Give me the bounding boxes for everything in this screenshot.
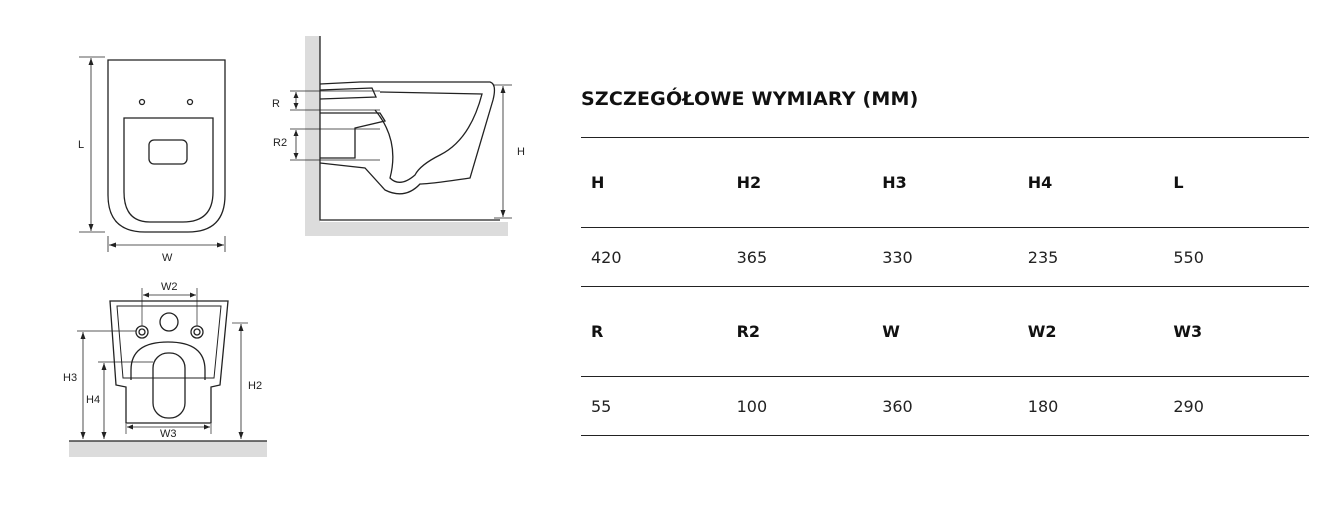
dimensions-header-row bbox=[581, 137, 1309, 227]
header-cell: W2 bbox=[1027, 322, 1057, 341]
top-view-fixing-hole-right bbox=[188, 100, 193, 105]
side-view-bowl-outer bbox=[320, 82, 494, 194]
dimensions-value-row bbox=[581, 227, 1309, 286]
top-view-seat bbox=[124, 118, 213, 222]
header-cell: R bbox=[591, 322, 604, 341]
value-cell: 55 bbox=[591, 396, 612, 416]
header-cell: H2 bbox=[736, 173, 762, 192]
side-view-wall bbox=[305, 36, 320, 236]
top-view bbox=[79, 57, 225, 252]
header-cell: R2 bbox=[736, 322, 761, 341]
header-cell: H3 bbox=[882, 173, 907, 192]
header-cell: H bbox=[591, 173, 605, 192]
value-cell: 550 bbox=[1173, 247, 1204, 267]
top-view-seat-hole bbox=[149, 140, 187, 164]
dim-label-h3: H3 bbox=[63, 372, 78, 384]
side-view bbox=[290, 36, 512, 236]
value-cell: 180 bbox=[1027, 396, 1059, 416]
back-view-inlet bbox=[160, 313, 178, 331]
header-cell: L bbox=[1173, 173, 1184, 192]
back-view-bolt-right-inner bbox=[194, 329, 200, 335]
header-cell: H4 bbox=[1027, 173, 1053, 192]
value-cell: 330 bbox=[882, 247, 913, 267]
side-view-wall-line bbox=[320, 36, 500, 220]
value-cell: 420 bbox=[591, 247, 622, 267]
value-cell: 290 bbox=[1173, 396, 1204, 416]
dim-label-r: R bbox=[272, 98, 280, 110]
top-view-fixing-hole-left bbox=[140, 100, 145, 105]
dim-label-w2: W2 bbox=[161, 281, 178, 293]
dimensions-value-row bbox=[581, 376, 1309, 436]
value-cell: 100 bbox=[736, 396, 768, 416]
back-view-bolt-left bbox=[136, 326, 148, 338]
back-view-floor bbox=[69, 441, 267, 457]
spec-title: SZCZEGÓŁOWE WYMIARY (MM) bbox=[581, 88, 919, 110]
dim-label-r2: R2 bbox=[273, 137, 288, 149]
side-view-seat bbox=[320, 88, 376, 99]
dim-label-w3: W3 bbox=[160, 428, 177, 440]
dim-label-l: L bbox=[78, 139, 85, 151]
side-view-outlet bbox=[320, 113, 385, 158]
dimensions-header-row bbox=[581, 286, 1309, 376]
value-cell: 235 bbox=[1027, 247, 1059, 267]
dim-label-h2: H2 bbox=[248, 380, 263, 392]
side-view-floor bbox=[305, 222, 508, 236]
side-view-bowl-inner bbox=[375, 92, 482, 182]
back-view-bowl bbox=[131, 342, 205, 380]
dim-label-h: H bbox=[517, 146, 525, 158]
back-view-outlet bbox=[153, 353, 185, 418]
value-cell: 360 bbox=[882, 396, 913, 416]
dim-label-h4: H4 bbox=[86, 394, 101, 406]
back-view-bolt-right bbox=[191, 326, 203, 338]
header-cell: W bbox=[882, 322, 900, 341]
dim-label-w: W bbox=[162, 252, 173, 264]
dimensions-table bbox=[581, 137, 1309, 436]
back-view-bolt-left-inner bbox=[139, 329, 145, 335]
value-cell: 365 bbox=[736, 247, 768, 267]
header-cell: W3 bbox=[1173, 322, 1203, 341]
